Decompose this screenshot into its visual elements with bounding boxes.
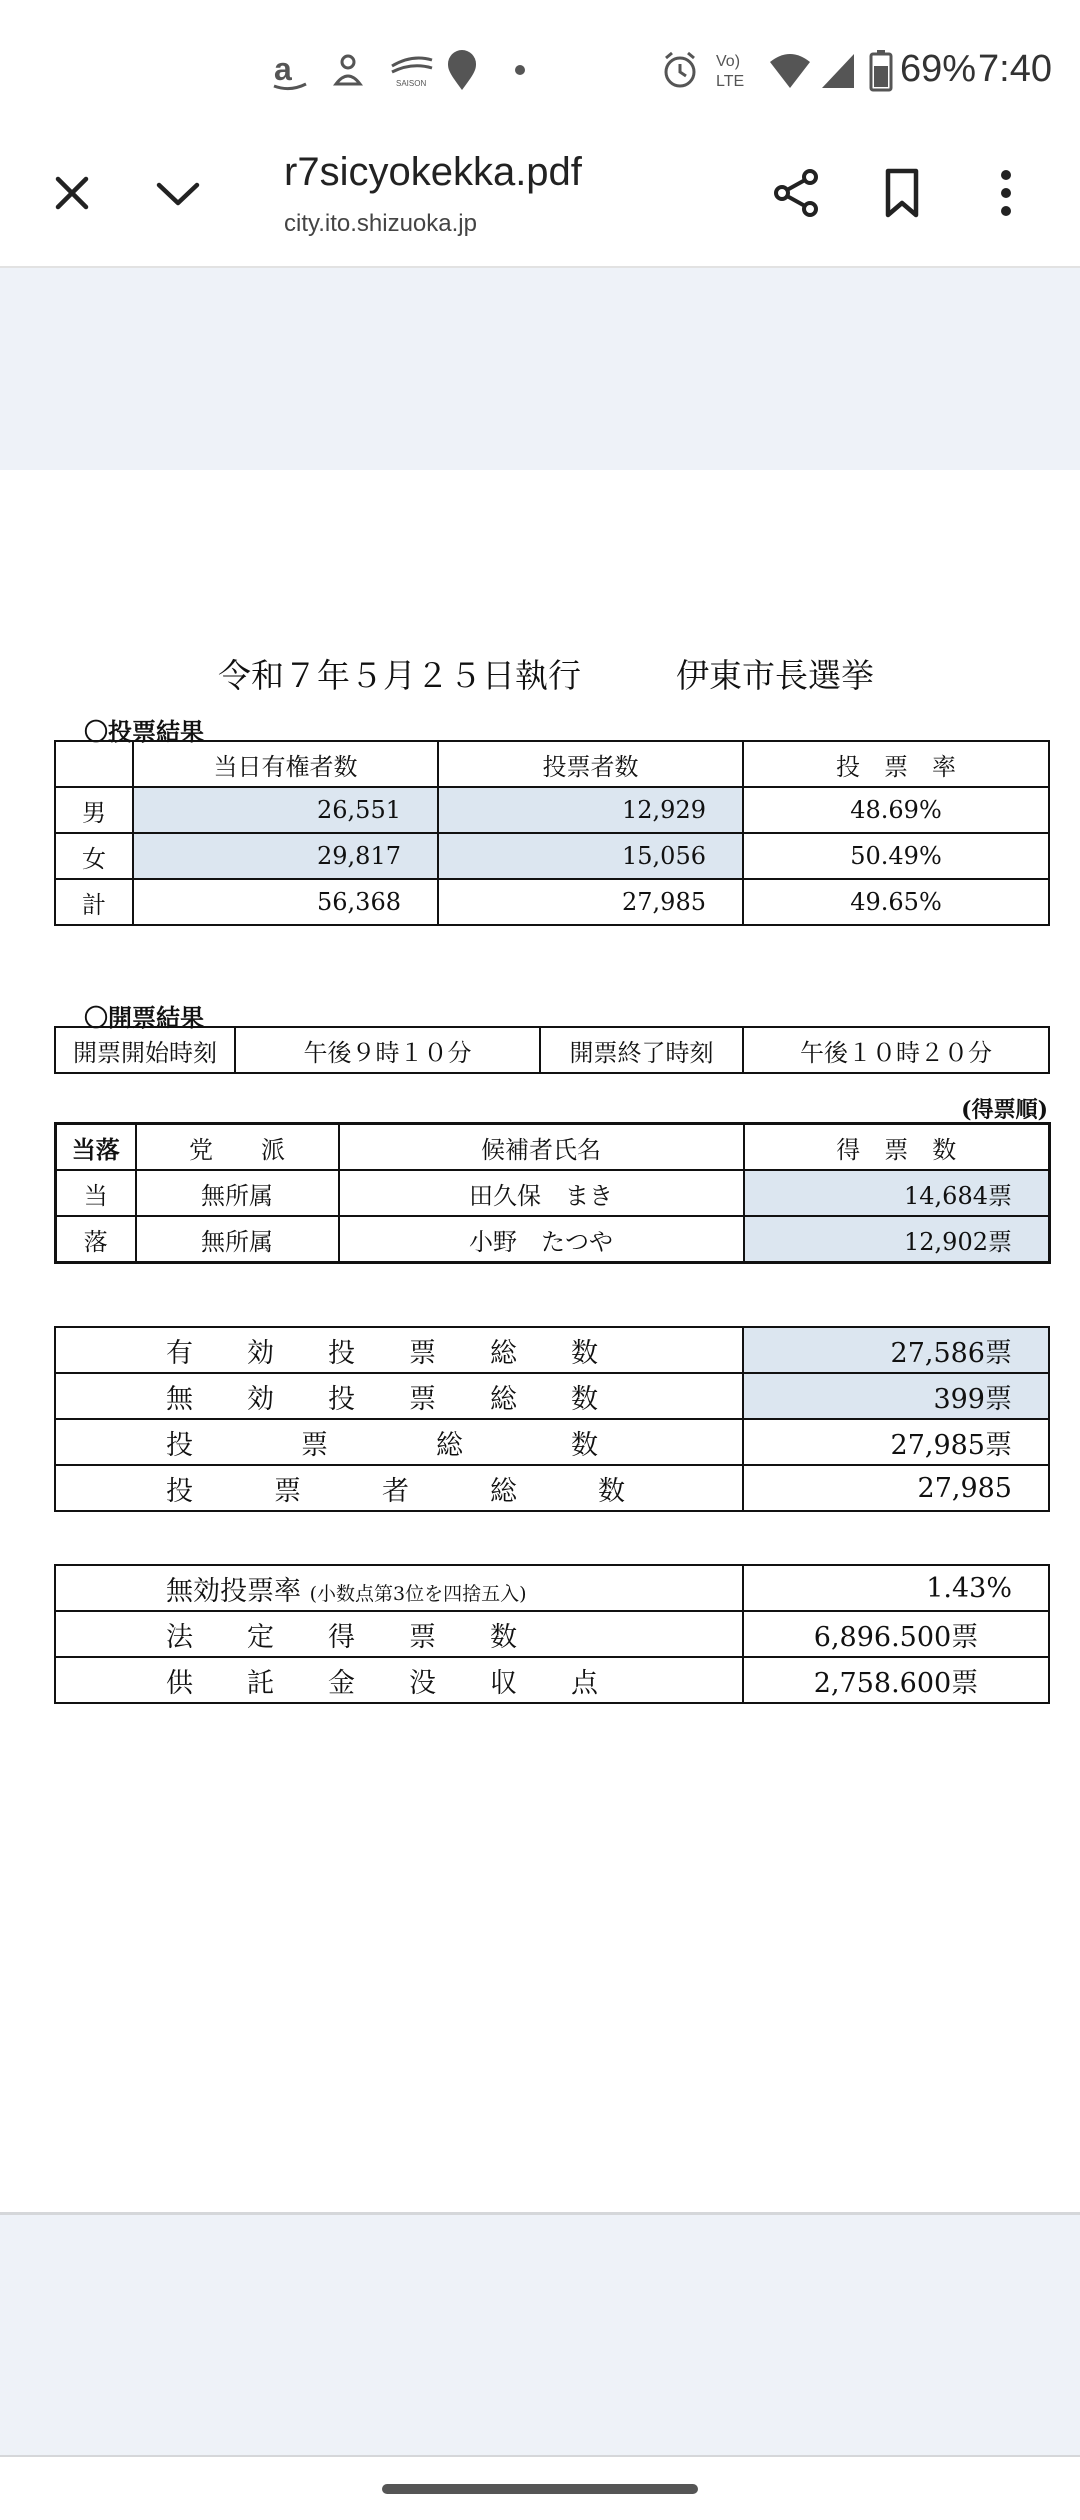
app-bar	[0, 120, 1080, 268]
legal-votes-value: 6,896.500票	[743, 1611, 1049, 1657]
svg-text:a: a	[274, 51, 292, 87]
count-end-time: 午後１０時２０分	[743, 1027, 1049, 1073]
candidate-name: 小野 たつや	[339, 1216, 744, 1263]
table-row	[56, 1216, 1050, 1263]
candidate-name: 田久保 まき	[339, 1170, 744, 1216]
pdf-page[interactable]	[0, 470, 1080, 2215]
source-domain: city.ito.shizuoka.jp	[284, 210, 477, 237]
invalid-rate-label-cell	[55, 1565, 743, 1611]
party: 無所属	[136, 1170, 339, 1216]
table-row	[55, 1327, 1049, 1373]
file-title: r7sicyokekka.pdf	[284, 150, 582, 194]
alarm-icon	[660, 48, 700, 92]
candidate-table	[54, 1122, 1051, 1264]
valid-votes-label: 有 効 投 票 総 数	[55, 1327, 743, 1373]
chevron-down-icon	[153, 171, 203, 215]
election-date: 令和７年５月２５日執行	[218, 656, 581, 695]
eligible-voters: 29,817	[133, 833, 438, 879]
total-votes-value: 27,985票	[743, 1419, 1049, 1465]
table-header-row	[56, 1124, 1050, 1171]
total-votes-label: 投 票 総 数	[55, 1419, 743, 1465]
table-row	[55, 1419, 1049, 1465]
close-icon	[50, 171, 94, 215]
eligible-voters: 26,551	[133, 787, 438, 833]
result-mark: 落	[56, 1216, 136, 1263]
collapse-button[interactable]	[138, 153, 218, 233]
share-button[interactable]	[756, 153, 836, 233]
table-row	[55, 1465, 1049, 1511]
turnout-rate: 49.65%	[743, 879, 1049, 925]
invalid-votes-value: 399票	[743, 1373, 1049, 1419]
eligible-voters: 56,368	[133, 879, 438, 925]
svg-text:Vo): Vo)	[716, 53, 741, 70]
valid-votes-value: 27,586票	[743, 1327, 1049, 1373]
more-vert-icon	[996, 167, 1016, 219]
viewer-background-bottom	[0, 2215, 1080, 2457]
election-name: 伊東市長選挙	[676, 656, 874, 695]
count-start-label: 開票開始時刻	[55, 1027, 235, 1073]
table-header: 当日有権者数	[133, 741, 438, 787]
count-start-time: 午後９時１０分	[235, 1027, 540, 1073]
rates-table	[54, 1564, 1050, 1704]
turnout-table	[54, 740, 1050, 926]
invalid-rate-note: (小数点第3位を四捨五入)	[309, 1582, 527, 1605]
candidate-votes: 14,684票	[744, 1170, 1050, 1216]
deposit-forfeit-label: 供 託 金 没 収 点	[55, 1657, 743, 1703]
row-label: 計	[55, 879, 133, 925]
svg-text:LTE: LTE	[716, 73, 745, 90]
row-label: 女	[55, 833, 133, 879]
svg-text:SAISON: SAISON	[396, 79, 427, 88]
clock: 7:40	[978, 48, 1052, 90]
turnout-section-label: 〇投票結果	[84, 717, 204, 746]
amazon-icon	[270, 48, 310, 92]
table-row	[55, 879, 1049, 925]
table-row	[55, 1565, 1049, 1611]
wifi-icon	[768, 48, 812, 92]
table-row	[55, 1373, 1049, 1419]
share-icon	[770, 167, 822, 219]
candidate-votes: 12,902票	[744, 1216, 1050, 1263]
ballots-cast: 12,929	[438, 787, 743, 833]
table-header: 投 票 率	[743, 741, 1049, 787]
order-note: (得票順)	[961, 1097, 1048, 1123]
battery-percent: 69%	[900, 48, 977, 90]
row-label: 男	[55, 787, 133, 833]
volte-icon	[714, 48, 758, 92]
turnout-rate: 48.69%	[743, 787, 1049, 833]
app-icon	[330, 48, 366, 92]
gesture-bar[interactable]	[382, 2484, 698, 2494]
table-header: 当落	[56, 1124, 136, 1171]
turnout-rate: 50.49%	[743, 833, 1049, 879]
table-row	[55, 1611, 1049, 1657]
saison-icon	[388, 48, 436, 92]
table-header	[55, 741, 133, 787]
table-header: 候補者氏名	[339, 1124, 744, 1171]
signal-icon	[818, 48, 858, 92]
total-voters-value: 27,985	[743, 1465, 1049, 1511]
location-icon	[442, 48, 482, 92]
count-end-label: 開票終了時刻	[540, 1027, 743, 1073]
close-button[interactable]	[32, 153, 112, 233]
count-time-table	[54, 1026, 1050, 1074]
table-row	[55, 833, 1049, 879]
party: 無所属	[136, 1216, 339, 1263]
viewer-background-top	[0, 268, 1080, 470]
count-section-label: 〇開票結果	[84, 1003, 204, 1032]
table-row	[55, 787, 1049, 833]
bookmark-button[interactable]	[862, 153, 942, 233]
table-header: 得 票 数	[744, 1124, 1050, 1171]
status-bar	[0, 0, 1080, 120]
result-mark: 当	[56, 1170, 136, 1216]
table-header: 党 派	[136, 1124, 339, 1171]
table-header-row	[55, 741, 1049, 787]
more-options-button[interactable]	[966, 153, 1046, 233]
invalid-rate-label: 無効投票率	[166, 1575, 301, 1607]
table-row	[55, 1027, 1049, 1073]
deposit-forfeit-value: 2,758.600票	[743, 1657, 1049, 1703]
ballots-cast: 27,985	[438, 879, 743, 925]
table-header: 投票者数	[438, 741, 743, 787]
table-row	[55, 1657, 1049, 1703]
totals-table	[54, 1326, 1050, 1512]
table-row	[56, 1170, 1050, 1216]
battery-icon	[868, 48, 894, 92]
invalid-votes-label: 無 効 投 票 総 数	[55, 1373, 743, 1419]
total-voters-label: 投 票 者 総 数	[55, 1465, 743, 1511]
ballots-cast: 15,056	[438, 833, 743, 879]
legal-votes-label: 法 定 得 票 数	[55, 1611, 743, 1657]
invalid-rate-value: 1.43%	[743, 1565, 1049, 1611]
bookmark-icon	[880, 167, 924, 219]
dot-icon	[512, 48, 528, 92]
